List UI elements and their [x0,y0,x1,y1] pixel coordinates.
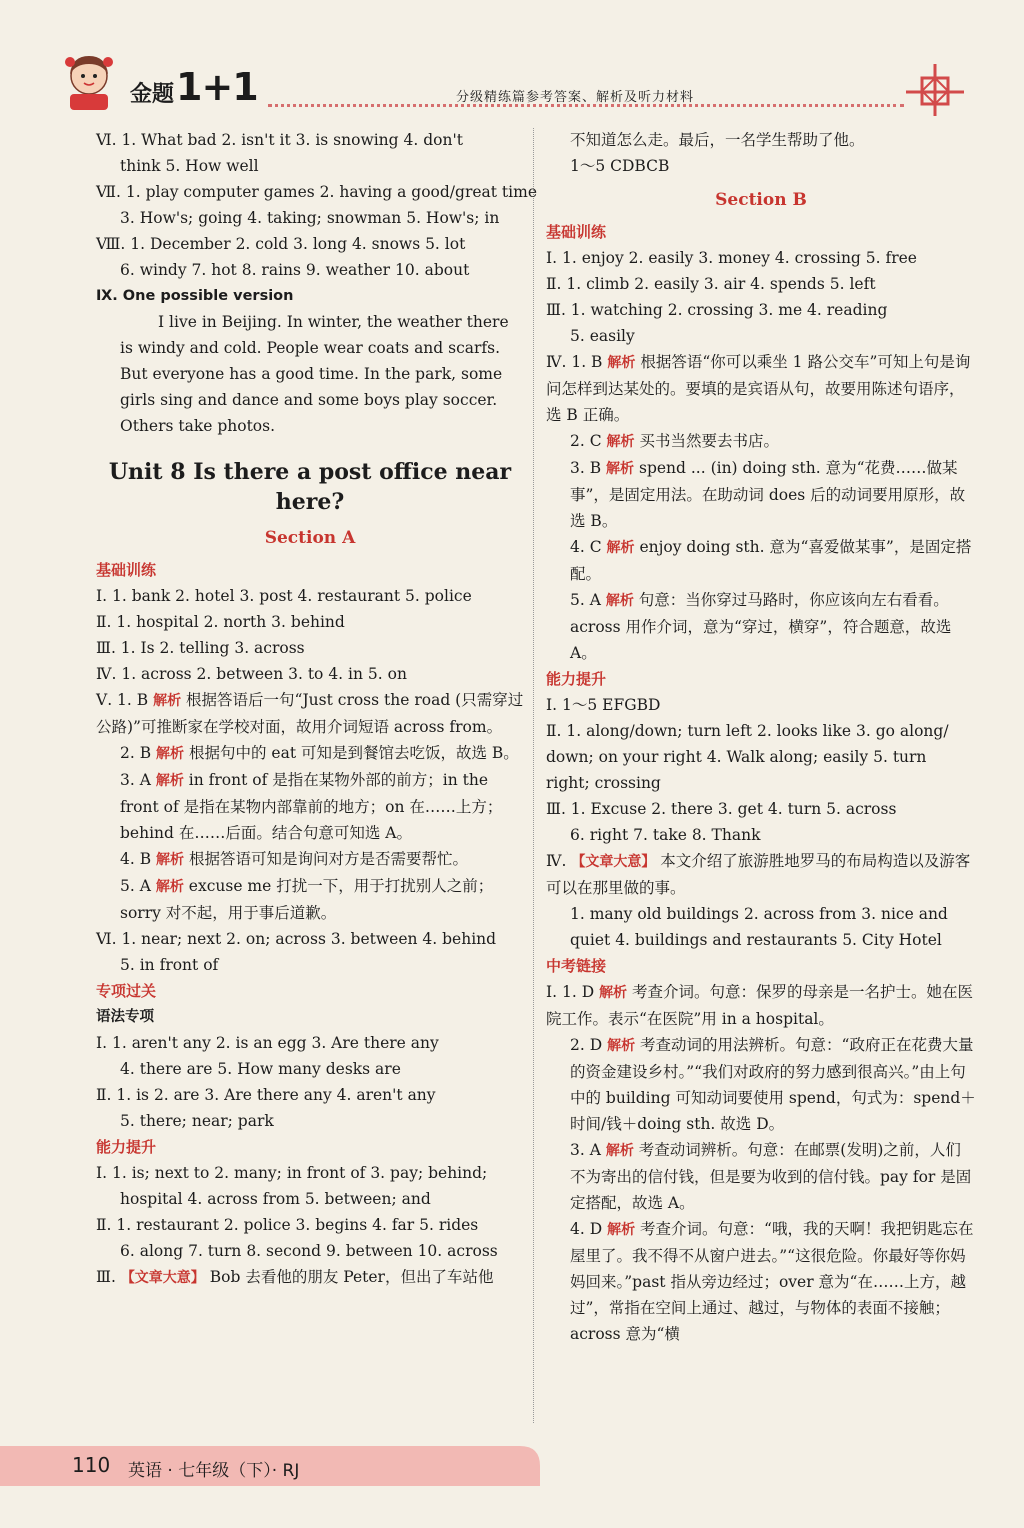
subsection-heading: 基础训练 [96,561,157,579]
answer-line: Ⅰ. 1～5 EFGBD [546,696,661,714]
answer-line: Ⅲ. 1. Is 2. telling 3. across [96,639,305,657]
explanation-item [546,455,976,534]
analysis-text: 买书当然要去书店。 [639,432,779,450]
explanation-item [546,349,976,428]
brand-prefix: 金题 [130,82,175,107]
right-column [546,127,976,1347]
answer-line: hospital 4. across from 5. between; and [120,1190,431,1208]
analysis-text: excuse me 打扰一下，用于打扰别人之前；sorry 对不起，用于事后道歉。 [120,877,494,922]
subsection-heading: 基础训练 [546,223,607,241]
item-number: Ⅲ. [96,1268,116,1286]
page-header [0,0,1024,120]
explanation-item [96,846,524,873]
analysis-tag: 解析 [605,1143,634,1159]
answer-line: Ⅲ. 1. watching 2. crossing 3. me 4. reading [546,301,888,319]
analysis-text: 根据答语后一句“Just cross the road (只需穿过公路)”可推断家在学校对面，故用介词短语 across from。 [96,691,524,736]
explanation-item [96,1264,524,1290]
book-info: 英语 · 七年级（下）· RJ [128,1461,300,1481]
analysis-text: spend ... (in) doing sth. 意为“花费……做某事”，是固定用法。在助动词 does 后的动词要用原形，故选 B。 [570,459,966,530]
answer-line: 1～5 CDBCB [570,157,670,175]
answer-line: 4. there are 5. How many desks are [120,1060,401,1078]
subsection-heading: 能力提升 [96,1138,157,1156]
item-number: 4. C [570,538,602,556]
item-number: Ⅳ. [546,852,567,870]
answer-line: Ⅱ. 1. restaurant 2. police 3. begins 4. far 5. rides [96,1216,479,1234]
answer-line: 5. in front of [120,956,219,974]
answer-line: 5. there; near; park [120,1112,274,1130]
analysis-tag: 解析 [155,879,184,895]
analysis-text: 考查介词。句意：“哦，我的天啊！我把钥匙忘在屋里了。我不得不从窗户进去。”“这很危险。你最好等你妈妈回来。”past 指从旁边经过；over 意为“在……上方，越过”，常指在空间上通过、越过，与物体的表面不接触；across 意为“横 [570,1220,974,1343]
answer-line: quiet 4. buildings and restaurants 5. City Hotel [570,931,942,949]
analysis-text: in front of 是指在某物外部的前方；in the front of 是指在某物内部靠前的地方；on 在……上方；behind 在……后面。结合句意可知选 A。 [120,771,503,842]
explanation-item [546,534,976,587]
footer-band [0,1440,1024,1528]
analysis-text: 根据句中的 eat 可知是到餐馆去吃饭，故选 B。 [188,744,519,762]
item-number: Ⅳ. 1. B [546,353,603,371]
item-number: 3. B [570,459,602,477]
item-number: 5. A [570,591,601,609]
answer-line: Ⅵ. 1. What bad 2. isn't it 3. is snowing 4. don't [96,131,463,149]
left-column [96,127,537,1290]
answer-line: Ⅰ. 1. bank 2. hotel 3. post 4. restaurant 5. police [96,587,472,605]
analysis-text: enjoy doing sth. 意为“喜爱做某事”，是固定搭配。 [570,538,972,583]
brand-logo [130,65,258,109]
analysis-tag: 解析 [607,355,636,371]
summary-text: 本文介绍了旅游胜地罗马的布局构造以及游客可以在那里做的事。 [546,852,971,897]
summary-text: Bob 去看他的朋友 Peter，但出了车站他 [209,1268,494,1286]
analysis-text: 根据答语“你可以乘坐 1 路公交车”可知上句是询问怎样到达某处的。要填的是宾语从句，故要用陈述句语序，选 B 正确。 [546,353,971,424]
explanation-item [546,428,976,455]
analysis-tag: 解析 [599,985,628,1001]
analysis-text: 考查动词辨析。句意：在邮票(发明)之前，人们不为寄出的信付钱，但是要为收到的信付钱。pay for 是固定搭配，故选 A。 [570,1141,972,1212]
answer-line: down; on your right 4. Walk along; easily 5. turn [546,748,927,766]
answer-line: Ⅰ. 1. enjoy 2. easily 3. money 4. crossing 5. free [546,249,917,267]
item-number: 4. D [570,1220,603,1238]
explanation-item [96,873,524,926]
analysis-text: 根据答语可知是询问对方是否需要帮忙。 [188,850,468,868]
item-number: 4. B [120,850,152,868]
answer-line: Ⅷ. 1. December 2. cold 3. long 4. snows 5. lot [96,235,466,253]
explanation-item [546,1032,976,1137]
answer-line: Ⅵ. 1. near; next 2. on; across 3. between 4. behind [96,930,497,948]
item-number: Ⅰ. 1. D [546,983,595,1001]
answer-line: Ⅳ. 1. across 2. between 3. to 4. in 5. on [96,665,407,683]
analysis-tag: 解析 [606,434,635,450]
analysis-tag: 解析 [607,1222,636,1238]
summary-tag: 【文章大意】 [571,854,656,870]
subsection-heading: 中考链接 [546,957,607,975]
explanation-item [546,587,976,666]
item-number: 2. C [570,432,602,450]
header-dotted-line [268,104,904,107]
answer-line: 1. many old buildings 2. across from 3. nice and [570,905,948,923]
answer-line: think 5. How well [120,157,259,175]
answer-line: 6. windy 7. hot 8. rains 9. weather 10. about [120,261,470,279]
answer-line: right; crossing [546,774,661,792]
item-number: Ⅴ. 1. B [96,691,149,709]
analysis-text: 考查动词的用法辨析。句意：“政府正在花费大量的资金建设乡村。”“我们对政府的努力感到很高兴。”由上句中的 building 可知动词要使用 spend，句式为：spend＋时间/钱＋doing sth. 故选 D。 [570,1036,976,1133]
analysis-tag: 解析 [153,693,182,709]
explanation-item [546,979,976,1032]
summary-continued: 不知道怎么走。最后，一名学生帮助了他。 [570,131,865,149]
summary-tag: 【文章大意】 [120,1270,205,1286]
explanation-item [546,1216,976,1347]
page-number: 110 [72,1453,111,1477]
analysis-text: 句意：当你穿过马路时，你应该向左右看看。across 用作介词，意为“穿过，横穿”，符合题意，故选 A。 [570,591,952,662]
column-divider [533,128,534,1423]
explanation-item [546,848,976,901]
answer-line: Ⅱ. 1. climb 2. easily 3. air 4. spends 5. left [546,275,876,293]
explanation-item [96,767,524,846]
header-subtitle: 分级精练篇参考答案、解析及听力材料 [456,90,695,105]
item-number: 3. A [570,1141,601,1159]
answer-line: 6. right 7. take 8. Thank [570,826,761,844]
analysis-tag: 解析 [607,1038,636,1054]
answer-line: 3. How's; going 4. taking; snowman 5. How's; in [120,209,500,227]
item-number: 5. A [120,877,151,895]
brand-suffix: 1+1 [176,65,258,109]
girl-mascot-icon [58,50,120,112]
explanation-item [96,740,524,767]
item-number: 2. B [120,744,152,762]
explanation-item [546,1137,976,1216]
answer-line: Ⅶ. 1. play computer games 2. having a good/great time [96,183,537,201]
essay-paragraph: I live in Beijing. In winter, the weather there is windy and cold. People wear coats and scarfs. But everyone has a good time. In the park, some girls sing and dance and some boys play soccer. Others take photos. [120,313,509,435]
answer-line: Ⅲ. 1. Excuse 2. there 3. get 4. turn 5. across [546,800,897,818]
answer-line: Ⅱ. 1. is 2. are 3. Are there any 4. aren't any [96,1086,436,1104]
chinese-knot-ornament-icon [902,60,968,120]
analysis-tag: 解析 [606,461,635,477]
unit-title: Unit 8 Is there a post office near here? [108,459,512,515]
answer-line: Ⅱ. 1. hospital 2. north 3. behind [96,613,345,631]
answer-line: Ⅰ. 1. aren't any 2. is an egg 3. Are there any [96,1034,439,1052]
item-number: 3. A [120,771,151,789]
subsection-heading: 专项过关 [96,982,157,1000]
answer-line: 6. along 7. turn 8. second 9. between 10. across [120,1242,498,1260]
analysis-tag: 解析 [605,593,634,609]
answer-line: Ⅸ. One possible version [96,288,294,304]
analysis-text: 考查介词。句意：保罗的母亲是一名护士。她在医院工作。表示“在医院”用 in a hospital。 [546,983,974,1028]
analysis-tag: 解析 [156,746,185,762]
section-b-heading: Section B [715,190,807,210]
analysis-tag: 解析 [155,773,184,789]
grammar-heading: 语法专项 [96,1009,154,1025]
answer-line: 5. easily [570,327,635,345]
explanation-item [96,687,524,740]
analysis-tag: 解析 [156,852,185,868]
item-number: 2. D [570,1036,603,1054]
subsection-heading: 能力提升 [546,670,607,688]
section-a-heading: Section A [264,528,356,548]
answer-line: Ⅰ. 1. is; next to 2. many; in front of 3. pay; behind; [96,1164,488,1182]
answer-line: Ⅱ. 1. along/down; turn left 2. looks like 3. go along/ [546,722,949,740]
analysis-tag: 解析 [606,540,635,556]
